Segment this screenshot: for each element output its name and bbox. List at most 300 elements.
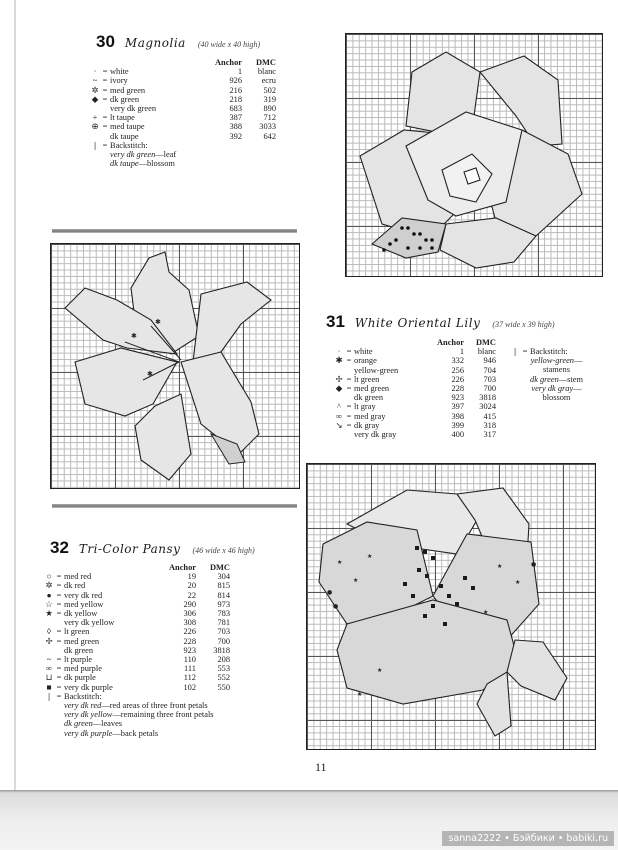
- color-name: med green: [110, 85, 146, 95]
- spacer: [510, 375, 520, 384]
- equals-sign: =: [346, 374, 352, 384]
- spacer: [44, 701, 54, 710]
- color-row: [44, 655, 230, 664]
- dmc-header: DMC: [209, 563, 230, 572]
- stitch-area: —: [573, 383, 582, 393]
- anchor-number: 19: [187, 572, 196, 582]
- color-name: med green: [64, 636, 100, 646]
- spacer: [54, 701, 64, 710]
- color-name: lt green: [354, 374, 380, 384]
- anchor-number: 111: [184, 664, 196, 674]
- anchor-number: 1: [237, 67, 242, 77]
- color-name: lt purple: [64, 655, 93, 665]
- anchor-number: 399: [451, 420, 464, 430]
- color-name: dk taupe: [110, 131, 139, 141]
- stitch-area: —back petals: [112, 728, 159, 738]
- page-number: 11: [315, 760, 327, 774]
- pattern-31-backstitch: [510, 347, 583, 402]
- anchor-number: 22: [187, 590, 196, 600]
- color-name: lt gray: [354, 402, 376, 412]
- color-row: [44, 683, 230, 692]
- color-row: [90, 122, 276, 131]
- anchor-number: 923: [451, 393, 464, 403]
- svg-text:●: ●: [327, 589, 333, 596]
- backstitch-instruction: [90, 159, 276, 168]
- anchor-number: 308: [183, 618, 196, 628]
- color-name: med purple: [64, 664, 102, 674]
- equals-sign: =: [56, 581, 62, 591]
- equals-sign: =: [56, 691, 62, 701]
- thread-color: very dk purple: [64, 728, 113, 738]
- anchor-number: 20: [187, 581, 196, 591]
- dmc-number: 781: [217, 618, 230, 628]
- magnolia-outline: [346, 34, 602, 276]
- anchor-number: 388: [229, 122, 242, 132]
- stitch-symbol-icon: [334, 366, 344, 375]
- color-name: very dk purple: [64, 682, 113, 692]
- stitch-symbol-icon: [44, 646, 54, 655]
- svg-text:●: ●: [333, 603, 339, 610]
- stitch-symbol-icon: ○: [46, 572, 52, 582]
- spacer: [520, 393, 530, 402]
- anchor-number: 256: [451, 365, 464, 375]
- color-name: dk green: [354, 393, 384, 403]
- backstitch-label: Backstitch:: [64, 691, 102, 701]
- anchor-number: 110: [183, 655, 196, 665]
- svg-text:★: ★: [337, 559, 343, 566]
- spacer: [520, 375, 530, 384]
- color-name: very dk green: [110, 104, 157, 114]
- backstitch-text: [530, 365, 583, 374]
- color-row: [334, 393, 496, 402]
- equals-sign: [344, 366, 354, 375]
- stitch-symbol-icon: ~: [46, 655, 52, 665]
- backstitch-text: [530, 384, 583, 393]
- pansy-chart: [306, 463, 596, 750]
- color-row: [90, 76, 276, 85]
- color-name: dk purple: [64, 673, 96, 683]
- dmc-header: DMC: [255, 58, 276, 67]
- pattern-number: 30: [96, 32, 115, 51]
- color-name: lt taupe: [110, 113, 135, 123]
- scan-bottom-edge: [0, 790, 618, 850]
- pattern-30-title: [96, 32, 276, 52]
- pattern-name: White Oriental Lily: [354, 316, 481, 330]
- dmc-number: 973: [217, 599, 230, 609]
- dmc-number: 703: [483, 374, 496, 384]
- equals-sign: =: [102, 94, 108, 104]
- backstitch-label: Backstitch:: [530, 347, 568, 356]
- color-key-table: [44, 563, 230, 738]
- anchor-number: 387: [229, 113, 242, 123]
- svg-text:★: ★: [357, 691, 363, 698]
- stitch-symbol-icon: [90, 104, 100, 113]
- equals-sign: [54, 618, 64, 627]
- color-name: very dk gray: [354, 430, 397, 440]
- backstitch-instruction: [510, 375, 583, 384]
- color-name: yellow-green: [354, 365, 399, 375]
- anchor-header: Anchor: [215, 58, 242, 67]
- color-row: [44, 609, 230, 618]
- pansy-outline: [307, 464, 595, 749]
- dmc-number: 3818: [213, 645, 230, 655]
- spacer: [100, 159, 110, 168]
- stitch-symbol-icon: ✲: [45, 581, 53, 591]
- dmc-number: 304: [217, 572, 230, 582]
- equals-sign: [54, 646, 64, 655]
- anchor-number: 226: [183, 627, 196, 637]
- color-name: med green: [354, 384, 390, 394]
- color-name: dk red: [64, 581, 86, 591]
- pattern-size: (37 wide x 39 high): [492, 320, 555, 329]
- backstitch-line-icon: |: [48, 691, 50, 701]
- spacer: [510, 365, 520, 374]
- svg-text:✱: ✱: [155, 318, 161, 326]
- backstitch-instruction: [510, 365, 583, 374]
- pattern-name: Tri-Color Pansy: [78, 542, 181, 556]
- pattern-30-key: [91, 32, 276, 169]
- color-name: med red: [64, 572, 92, 582]
- thread-color: very dk gray: [531, 383, 574, 393]
- svg-text:✱: ✱: [147, 370, 153, 378]
- stitch-symbol-icon: ⊔: [45, 673, 53, 683]
- thread-color: very dk red: [64, 701, 102, 711]
- color-name: very dk red: [64, 590, 103, 600]
- color-row: [44, 572, 230, 581]
- color-row: [334, 375, 496, 384]
- anchor-number: 397: [451, 402, 464, 412]
- pattern-number: 31: [326, 312, 345, 331]
- equals-sign: [344, 430, 354, 439]
- backstitch-table: [510, 347, 583, 402]
- dmc-number: 700: [483, 384, 496, 394]
- stitch-symbol-icon: ∞: [336, 411, 342, 421]
- stitch-symbol-icon: ◆: [335, 384, 343, 394]
- dmc-number: 552: [217, 673, 230, 683]
- dmc-number: 318: [483, 420, 496, 430]
- anchor-number: 102: [183, 682, 196, 692]
- equals-sign: =: [56, 636, 62, 646]
- stitch-area: —leaves: [92, 719, 123, 729]
- backstitch-instruction: [44, 729, 230, 738]
- stitch-symbol-icon: ◆: [91, 94, 99, 104]
- color-name: very dk yellow: [64, 618, 115, 628]
- svg-text:★: ★: [367, 553, 373, 560]
- stitch-area: —red areas of three front petals: [101, 701, 208, 711]
- svg-text:★: ★: [377, 667, 383, 674]
- backstitch-text: [64, 729, 230, 738]
- anchor-number: 398: [451, 411, 464, 421]
- svg-text:★: ★: [483, 609, 489, 616]
- backstitch-text: [530, 393, 583, 402]
- equals-sign: =: [102, 122, 108, 132]
- svg-text:★: ★: [353, 577, 359, 584]
- stitch-area: —blossom: [138, 159, 175, 169]
- thread-color: dk green: [64, 719, 93, 729]
- color-name: ivory: [110, 76, 128, 86]
- anchor-number: 226: [451, 374, 464, 384]
- backstitch-row: [510, 347, 583, 356]
- color-name: med yellow: [64, 599, 104, 609]
- backstitch-instruction: [44, 719, 230, 728]
- spacer: [54, 719, 64, 728]
- backstitch-instruction: [90, 150, 276, 159]
- color-name: white: [110, 67, 129, 77]
- stitch-symbol-icon: ✱: [335, 356, 343, 366]
- stitch-symbol-icon: ■: [46, 682, 52, 692]
- pattern-32-title: [50, 538, 255, 558]
- pattern-name: Magnolia: [124, 36, 186, 50]
- color-key-table: [334, 338, 496, 439]
- lily-outline: [51, 244, 299, 488]
- color-rows: [44, 572, 230, 738]
- anchor-number: 400: [451, 430, 464, 440]
- color-row: [44, 627, 230, 636]
- backstitch-line-icon: |: [94, 140, 96, 150]
- spacer: [520, 365, 530, 374]
- color-row: [44, 618, 230, 627]
- spacer: [54, 710, 64, 719]
- stitch-symbol-icon: ∞: [46, 664, 52, 674]
- svg-text:★: ★: [497, 563, 503, 570]
- backstitch-text: [110, 150, 276, 159]
- color-name: lt green: [64, 627, 90, 637]
- dmc-number: 502: [263, 85, 276, 95]
- dmc-number: blanc: [257, 67, 276, 77]
- color-row: [90, 95, 276, 104]
- anchor-number: 923: [183, 645, 196, 655]
- spacer: [44, 710, 54, 719]
- equals-sign: =: [346, 356, 352, 366]
- spacer: [44, 729, 54, 738]
- color-row: [44, 591, 230, 600]
- color-name: dk green: [64, 645, 94, 655]
- pattern-size: (46 wide x 46 high): [192, 546, 255, 555]
- stitch-symbol-icon: ↘: [335, 420, 343, 430]
- dmc-number: 815: [217, 581, 230, 591]
- stitch-symbol-icon: ·: [337, 347, 341, 357]
- magnolia-chart: [345, 33, 603, 277]
- equals-sign: =: [346, 420, 352, 430]
- color-row: [334, 412, 496, 421]
- thread-color: dk taupe: [110, 159, 139, 169]
- dmc-number: 704: [483, 365, 496, 375]
- dmc-number: 712: [263, 113, 276, 123]
- key-header-row: [44, 563, 230, 572]
- stitch-symbol-icon: ★: [45, 609, 53, 619]
- equals-sign: [100, 132, 110, 141]
- anchor-number: 683: [229, 104, 242, 114]
- thread-color: very dk yellow: [64, 710, 113, 720]
- anchor-number: 228: [451, 384, 464, 394]
- section-divider: [52, 504, 297, 508]
- stitch-symbol-icon: ⊕: [91, 122, 99, 132]
- color-name: med taupe: [110, 122, 145, 132]
- stitch-symbol-icon: ^: [337, 402, 341, 412]
- backstitch-text: [530, 356, 583, 365]
- spacer: [100, 150, 110, 159]
- color-row: [334, 402, 496, 411]
- thread-color: dk green: [530, 374, 559, 384]
- backstitch-label: Backstitch:: [110, 140, 148, 150]
- color-row: [90, 104, 276, 113]
- color-row: [90, 113, 276, 122]
- anchor-number: 290: [183, 599, 196, 609]
- dmc-number: 703: [217, 627, 230, 637]
- backstitch-text: [64, 710, 230, 719]
- backstitch-instruction: [44, 710, 230, 719]
- color-row: [44, 664, 230, 673]
- equals-sign: =: [102, 140, 108, 150]
- pattern-number: 32: [50, 538, 69, 557]
- anchor-header: Anchor: [169, 563, 196, 572]
- dmc-number: 550: [217, 682, 230, 692]
- backstitch-text: [64, 701, 230, 710]
- color-name: orange: [354, 356, 377, 366]
- spacer: [510, 393, 520, 402]
- backstitch-instruction: [510, 384, 583, 393]
- equals-sign: =: [102, 76, 108, 86]
- equals-sign: =: [56, 682, 62, 692]
- stitch-symbol-icon: [334, 393, 344, 402]
- svg-text:★: ★: [515, 579, 521, 586]
- backstitch-instruction: [510, 356, 583, 365]
- dmc-number: 946: [483, 356, 496, 366]
- backstitch-row: [44, 692, 230, 701]
- equals-sign: =: [56, 609, 62, 619]
- equals-sign: =: [102, 113, 108, 123]
- dmc-number: 553: [217, 664, 230, 674]
- spacer: [90, 150, 100, 159]
- color-row: [334, 347, 496, 356]
- anchor-number: 216: [229, 85, 242, 95]
- anchor-number: 392: [229, 131, 242, 141]
- dmc-number: 3024: [479, 402, 496, 412]
- color-name: dk green: [110, 94, 140, 104]
- page-binding-edge: [14, 0, 16, 850]
- spacer: [54, 729, 64, 738]
- color-row: [90, 86, 276, 95]
- section-divider: [52, 229, 297, 233]
- pattern-31-title: [326, 312, 555, 332]
- spacer: [44, 719, 54, 728]
- anchor-number: 332: [451, 356, 464, 366]
- stitch-area: blossom: [542, 393, 571, 403]
- stitch-symbol-icon: +: [92, 113, 98, 123]
- backstitch-instruction: [44, 701, 230, 710]
- anchor-number: 112: [183, 673, 196, 683]
- svg-text:✱: ✱: [131, 332, 137, 340]
- color-rows: [90, 67, 276, 168]
- thread-color: very dk green: [110, 150, 156, 160]
- dmc-number: 317: [483, 430, 496, 440]
- equals-sign: =: [56, 627, 62, 637]
- stitch-area: —remaining three front petals: [112, 710, 214, 720]
- watermark: sanna2222 • Бэйбики • babiki.ru: [442, 831, 614, 846]
- equals-sign: =: [102, 85, 108, 95]
- svg-text:●: ●: [531, 561, 537, 568]
- dmc-number: 814: [217, 590, 230, 600]
- color-row: [334, 366, 496, 375]
- dmc-number: 890: [263, 104, 276, 114]
- color-name: dk yellow: [64, 609, 98, 619]
- stitch-area: —leaf: [155, 150, 177, 160]
- color-row: [44, 600, 230, 609]
- stitch-symbol-icon: ~: [92, 76, 98, 86]
- stitch-symbol-icon: [334, 430, 344, 439]
- equals-sign: =: [522, 347, 528, 356]
- backstitch-instruction: [510, 393, 583, 402]
- anchor-number: 228: [183, 636, 196, 646]
- equals-sign: [100, 104, 110, 113]
- equals-sign: =: [346, 402, 352, 412]
- equals-sign: =: [56, 599, 62, 609]
- equals-sign: =: [56, 673, 62, 683]
- color-rows: [334, 347, 496, 439]
- stitch-symbol-icon: ●: [46, 590, 52, 600]
- stitch-area: stamens: [542, 365, 570, 375]
- color-name: dk gray: [354, 420, 380, 430]
- stitch-symbol-icon: ·: [93, 67, 97, 77]
- backstitch-row: [90, 141, 276, 150]
- backstitch-text: [110, 159, 276, 168]
- stitch-area: —: [574, 356, 583, 366]
- stitch-symbol-icon: ◊: [46, 627, 52, 637]
- pattern-32-key: [45, 538, 255, 738]
- equals-sign: =: [56, 664, 62, 674]
- dmc-number: 319: [263, 94, 276, 104]
- equals-sign: =: [56, 572, 62, 582]
- anchor-number: 218: [229, 94, 242, 104]
- dmc-header: DMC: [475, 338, 496, 347]
- equals-sign: =: [102, 67, 108, 77]
- stitch-symbol-icon: ☆: [45, 599, 53, 609]
- key-header-row: [334, 338, 496, 347]
- dmc-number: 642: [263, 131, 276, 141]
- thread-color: yellow-green: [530, 356, 574, 366]
- equals-sign: =: [56, 590, 62, 600]
- backstitch-text: [64, 719, 230, 728]
- spacer: [510, 384, 520, 393]
- dmc-number: 208: [217, 655, 230, 665]
- equals-sign: =: [346, 384, 352, 394]
- dmc-number: blanc: [477, 347, 496, 357]
- equals-sign: =: [346, 411, 352, 421]
- spacer: [510, 356, 520, 365]
- stitch-symbol-icon: [90, 132, 100, 141]
- spacer: [520, 384, 530, 393]
- dmc-number: 3033: [259, 122, 276, 132]
- spacer: [90, 159, 100, 168]
- color-row: [334, 356, 496, 365]
- stitch-symbol-icon: [44, 618, 54, 627]
- stitch-symbol-icon: ✢: [335, 374, 343, 384]
- equals-sign: =: [346, 347, 352, 357]
- color-row: [44, 637, 230, 646]
- anchor-number: 306: [183, 609, 196, 619]
- key-header-row: [90, 58, 276, 67]
- dmc-number: ecru: [261, 76, 276, 86]
- equals-sign: =: [56, 655, 62, 665]
- color-row: [334, 421, 496, 430]
- color-row: [334, 430, 496, 439]
- color-row: [44, 646, 230, 655]
- color-row: [90, 132, 276, 141]
- equals-sign: [344, 393, 354, 402]
- stitch-area: —stem: [558, 374, 583, 384]
- backstitch-text: [530, 375, 583, 384]
- color-row: [90, 67, 276, 76]
